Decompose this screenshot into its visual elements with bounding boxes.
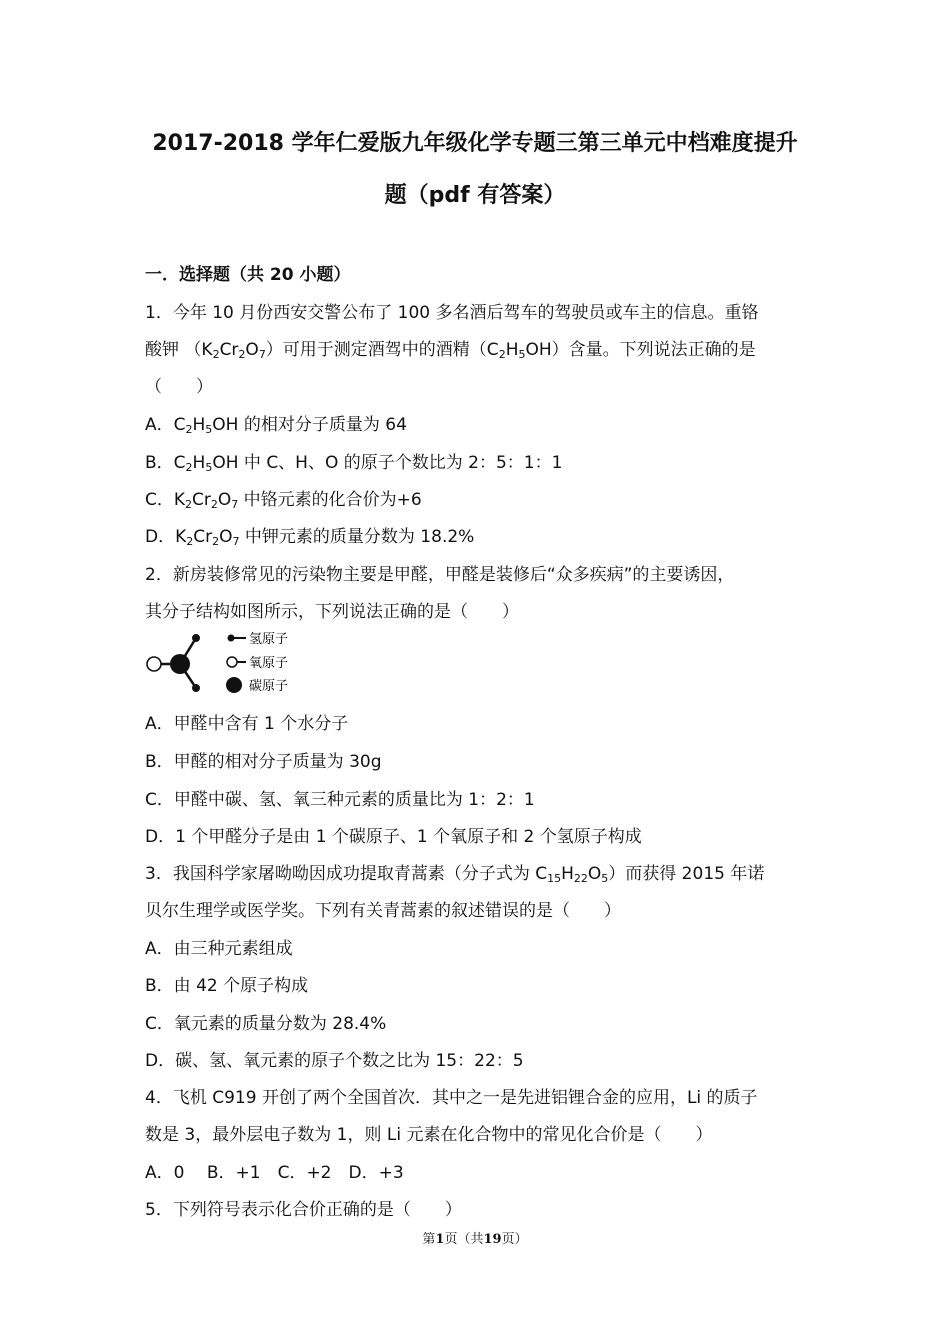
q1-line-2: 酸钾 $(K_2Cr_2O_7)$可用于测定酒驾中的酒精$(C_2H_5OH)$含量。下列说法正确的是 xyxy=(145,340,756,361)
document-title-line-1: 2017-2018 学年仁爱版九年级化学专题三第三单元中档难度提升 xyxy=(152,131,798,156)
q1-option-a: A．$C_2H_5OH$ 的相对分子质量为 64 xyxy=(145,415,407,436)
legend-carbon: 碳原子 xyxy=(249,679,289,694)
q4-line-1: 4．飞机 C919 开创了两个全国首次．其中之一是先进铝锂合金的应用，Li 的质子 xyxy=(145,1088,758,1108)
carbon-atom xyxy=(170,654,190,674)
q2-option-d: D．1 个甲醛分子是由 1 个碳原子、1 个氧原子和 2 个氢原子构成 xyxy=(145,827,642,847)
q4-options: A．0 B．+1 C．+2 D．+3 xyxy=(145,1163,404,1183)
q5-line-1: 5．下列符号表示化合价正确的是（ ） xyxy=(145,1200,462,1220)
section-heading: 一．选择题（共 20 小题） xyxy=(145,265,351,285)
q1-line-1: 1．今年 10 月份西安交警公布了 100 多名酒后驾车的驾驶员或车主的信息。重铬 xyxy=(145,303,759,323)
oxygen-atom xyxy=(147,657,161,671)
q3-option-a: A．由三种元素组成 xyxy=(145,939,293,959)
q1-line-3: （ ） xyxy=(145,377,213,397)
hydrogen-atom xyxy=(192,684,200,692)
q3-option-c: C．氧元素的质量分数为 28.4% xyxy=(145,1014,387,1034)
page-number: 1 xyxy=(435,1232,445,1247)
q2-option-c: C．甲醛中碳、氢、氧三种元素的质量比为 1：2：1 xyxy=(145,790,535,810)
page-footer: 第1页（共19页） xyxy=(422,1232,528,1247)
q1-option-d: D．$K_2Cr_2O_7$ 中钾元素的质量分数为 18.2% xyxy=(145,527,475,548)
legend-oxygen: 氧原子 xyxy=(249,656,289,671)
q3-option-d: D．碳、氢、氧元素的原子个数之比为 15：22：5 xyxy=(145,1051,524,1071)
hydrogen-atom xyxy=(192,634,200,642)
q3-option-b: B．由 42 个原子构成 xyxy=(145,976,309,996)
legend-hydrogen: 氢原子 xyxy=(249,632,289,647)
q2-line-2: 其分子结构如图所示，下列说法正确的是（ ） xyxy=(145,602,519,622)
q2-line-1: 2．新房装修常见的污染物主要是甲醛，甲醛是装修后“众多疾病”的主要诱因， xyxy=(145,565,735,585)
molecule-legend xyxy=(226,632,288,694)
q4-line-2: 数是 3，最外层电子数为 1，则 Li 元素在化合物中的常见化合价是（ ） xyxy=(145,1125,713,1145)
total-pages: 19 xyxy=(483,1232,502,1247)
q1-option-c: C．$K_2Cr_2O_7$ 中铬元素的化合价为+6 xyxy=(145,490,422,511)
document-title-line-2: 题（pdf 有答案） xyxy=(384,183,566,208)
q3-line-2: 贝尔生理学或医学奖。下列有关青蒿素的叙述错误的是（ ） xyxy=(145,901,621,921)
q3-line-1: 3．我国科学家屠呦呦因成功提取青蒿素（分子式为 $C_{15}H_{22}O_5$）而获得 2015 年诺 xyxy=(145,864,765,885)
formaldehyde-molecule-figure xyxy=(143,628,303,696)
molecule-structure xyxy=(147,634,200,692)
q1-option-b: B．$C_2H_5OH$ 中 C、H、O 的原子个数比为 2：5：1：1 xyxy=(145,453,563,474)
q2-option-a: A．甲醛中含有 1 个水分子 xyxy=(145,714,349,734)
q2-option-b: B．甲醛的相对分子质量为 30g xyxy=(145,752,382,772)
